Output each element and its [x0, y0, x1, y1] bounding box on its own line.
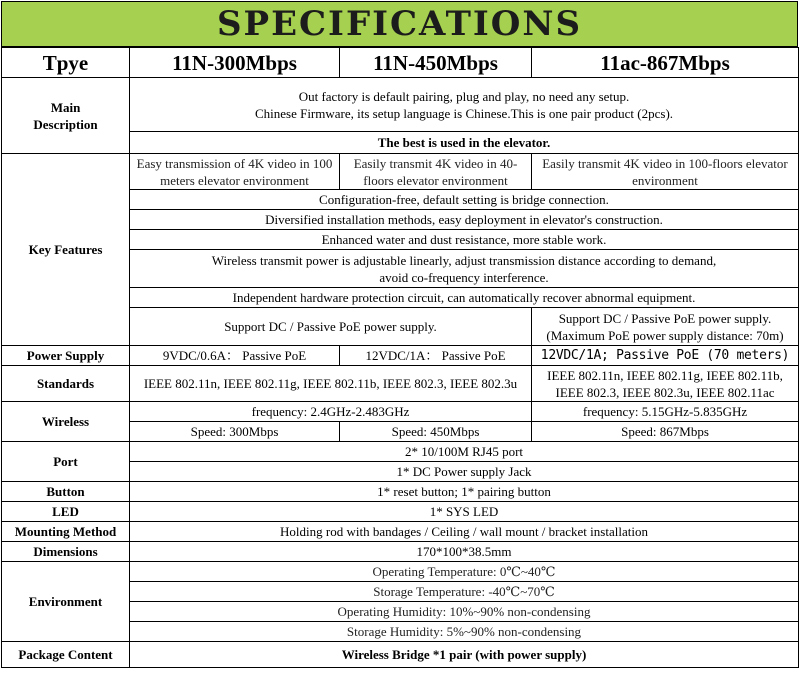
wireless-label: Wireless — [2, 402, 130, 442]
poe-line: (Maximum PoE power supply distance: 70m) — [546, 327, 784, 343]
main-description-row — [2, 78, 799, 132]
label-line: Main — [50, 99, 81, 115]
frequency-5g: frequency: 5.15GHz-5.835GHz — [532, 402, 799, 422]
key-features-row — [2, 154, 799, 190]
power-supply-row — [2, 346, 799, 366]
label-line: Description — [33, 116, 98, 132]
page-title: SPECIFICATIONS — [216, 4, 583, 44]
environment-row — [2, 562, 799, 582]
frequency-2g: frequency: 2.4GHz-2.483GHz — [130, 402, 532, 422]
description-line: Chinese Firmware, its setup language is Chinese.This is one pair product (2pcs). — [254, 105, 674, 121]
wireless-frequency-row — [2, 402, 799, 422]
standards-n: IEEE 802.11n, IEEE 802.11g, IEEE 802.11b, IEEE 802.3, IEEE 802.3u — [130, 366, 532, 402]
package-label: Package Content — [2, 642, 130, 668]
feature-line: avoid co-frequency interference. — [379, 269, 549, 285]
speed-450: Speed: 450Mbps — [340, 422, 532, 442]
specifications-banner — [1, 1, 798, 47]
port-row — [2, 442, 799, 462]
poe-support-n: Support DC / Passive PoE power supply. — [130, 308, 532, 346]
power-450: 12VDC/1A： Passive PoE — [340, 346, 532, 366]
dimensions-value: 170*100*38.5mm — [130, 542, 799, 562]
power-supply-label: Power Supply — [2, 346, 130, 366]
standards-ac: IEEE 802.11n, IEEE 802.11g, IEEE 802.11b, IEEE 802.3, IEEE 802.3u, IEEE 802.11ac — [532, 366, 799, 402]
mounting-label: Mounting Method — [2, 522, 130, 542]
power-300: 9VDC/0.6A： Passive PoE — [130, 346, 340, 366]
mounting-value: Holding rod with bandages / Ceiling / wall mount / bracket installation — [130, 522, 799, 542]
model-300: 11N-300Mbps — [130, 48, 340, 78]
feature-867: Easily transmit 4K video in 100-floors elevator environment — [532, 154, 799, 190]
speed-867: Speed: 867Mbps — [532, 422, 799, 442]
port-rj45: 2* 10/100M RJ45 port — [130, 442, 799, 462]
port-dc-jack: 1* DC Power supply Jack — [130, 462, 799, 482]
button-row — [2, 482, 799, 502]
type-label: Tpye — [2, 48, 130, 78]
storage-temperature: Storage Temperature: -40℃~70℃ — [130, 582, 799, 602]
feature-config-free: Configuration-free, default setting is bridge connection. — [130, 190, 799, 210]
environment-label: Environment — [2, 562, 130, 642]
description-line: Out factory is default pairing, plug and play, no need any setup. — [298, 88, 630, 104]
storage-humidity: Storage Humidity: 5%~90% non-condensing — [130, 622, 799, 642]
dimensions-row — [2, 542, 799, 562]
dimensions-label: Dimensions — [2, 542, 130, 562]
spec-table — [1, 47, 799, 668]
key-features-label: Key Features — [2, 154, 130, 346]
feature-line: Wireless transmit power is adjustable linearly, adjust transmission distance according to demand, — [211, 252, 717, 268]
led-row — [2, 502, 799, 522]
speed-300: Speed: 300Mbps — [130, 422, 340, 442]
main-description-label — [2, 78, 130, 154]
poe-support-ac — [532, 308, 799, 346]
mounting-row — [2, 522, 799, 542]
feature-protection-circuit: Independent hardware protection circuit, can automatically recover abnormal equipment. — [130, 288, 799, 308]
power-867: 12VDC/1A; Passive PoE (70 meters) — [532, 346, 799, 366]
operating-temperature: Operating Temperature: 0℃~40℃ — [130, 562, 799, 582]
button-label: Button — [2, 482, 130, 502]
package-row — [2, 642, 799, 668]
poe-line: Support DC / Passive PoE power supply. — [558, 310, 772, 326]
standards-label: Standards — [2, 366, 130, 402]
elevator-note: The best is used in the elevator. — [130, 132, 799, 154]
model-450: 11N-450Mbps — [340, 48, 532, 78]
package-value: Wireless Bridge *1 pair (with power supply) — [130, 642, 799, 668]
feature-transmit-power — [130, 250, 799, 288]
feature-water-dust: Enhanced water and dust resistance, more stable work. — [130, 230, 799, 250]
led-label: LED — [2, 502, 130, 522]
feature-300: Easy transmission of 4K video in 100 meters elevator environment — [130, 154, 340, 190]
main-description-text — [130, 78, 799, 132]
type-row — [2, 48, 799, 78]
port-label: Port — [2, 442, 130, 482]
feature-installation: Diversified installation methods, easy deployment in elevator's construction. — [130, 210, 799, 230]
led-value: 1* SYS LED — [130, 502, 799, 522]
button-value: 1* reset button; 1* pairing button — [130, 482, 799, 502]
model-867: 11ac-867Mbps — [532, 48, 799, 78]
standards-row — [2, 366, 799, 402]
operating-humidity: Operating Humidity: 10%~90% non-condensing — [130, 602, 799, 622]
feature-450: Easily transmit 4K video in 40-floors elevator environment — [340, 154, 532, 190]
